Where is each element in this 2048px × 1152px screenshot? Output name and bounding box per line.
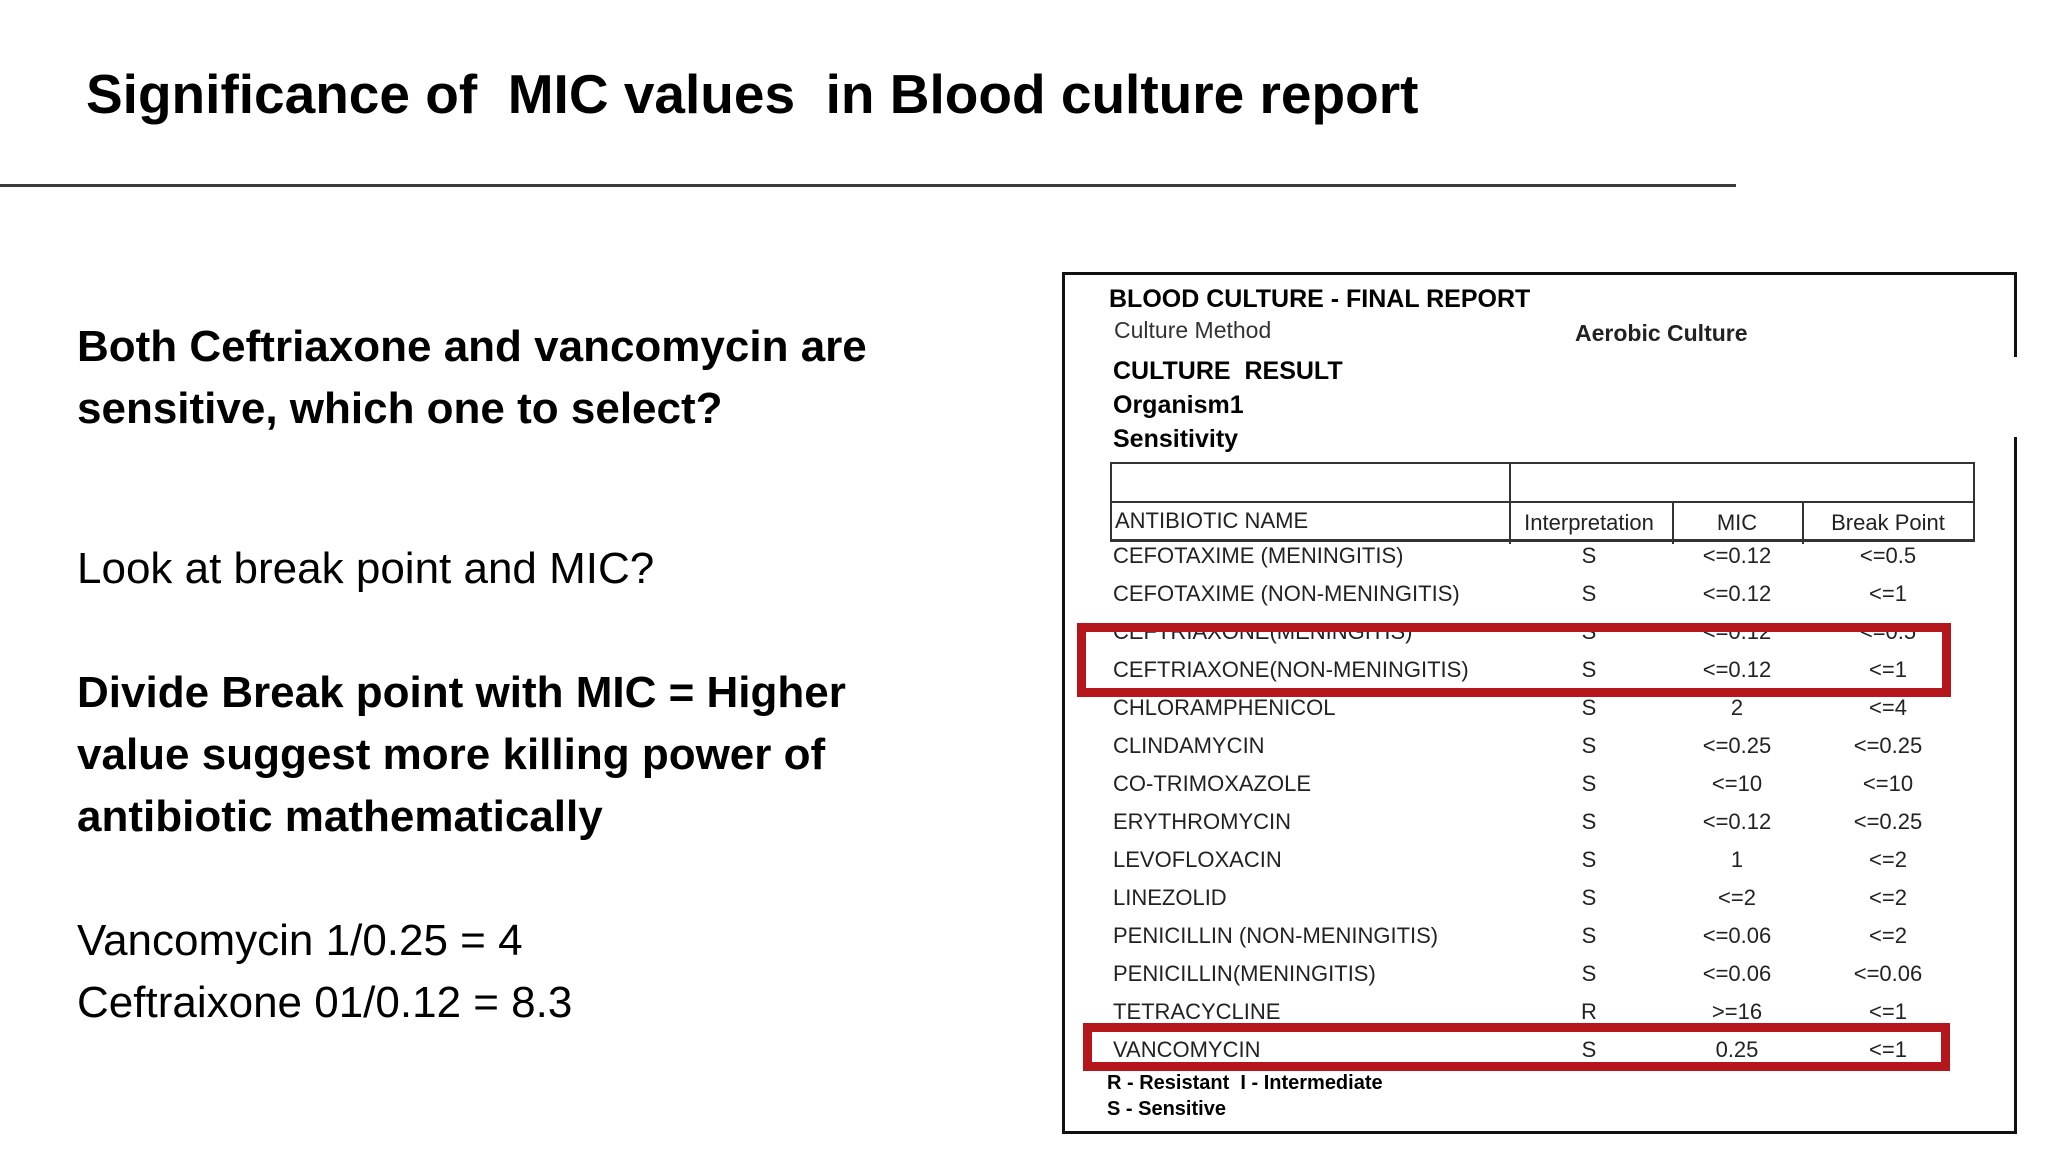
blood-culture-report: [1062, 272, 2017, 1134]
breakpoint-value: <=2: [1869, 923, 1907, 948]
mic-value: 0.25: [1715, 1037, 1759, 1062]
calc-vancomycin: Vancomycin 1/0.25 = 4: [77, 916, 523, 965]
culture-method-label: Culture Method: [1114, 317, 1272, 343]
interpretation-value: S: [1581, 771, 1597, 796]
antibiotic-name: LEVOFLOXACIN: [1113, 847, 1282, 872]
hint-text: Look at break point and MIC?: [77, 544, 655, 593]
antibiotic-name: CO-TRIMOXAZOLE: [1113, 771, 1312, 796]
mic-value: <=0.12: [1702, 657, 1772, 682]
antibiotic-name: CEFTRIAXONE(NON-MENINGITIS): [1113, 657, 1469, 682]
culture-method-value: Aerobic Culture: [1575, 320, 1748, 346]
antibiotic-name: LINEZOLID: [1113, 885, 1227, 910]
antibiotic-name: CHLORAMPHENICOL: [1113, 695, 1336, 720]
question-line-1: Both Ceftriaxone and vancomycin are: [77, 322, 867, 371]
organism-label: Organism1: [1113, 391, 1244, 419]
breakpoint-value: <=0.5: [1859, 543, 1917, 568]
breakpoint-value: <=1: [1869, 1037, 1907, 1062]
vancomycin-highlight-box: [1083, 1023, 1950, 1071]
rule-line-3: antibiotic mathematically: [77, 792, 603, 841]
interpretation-value: S: [1581, 543, 1597, 568]
interpretation-value: S: [1581, 695, 1597, 720]
mic-value: >=16: [1711, 999, 1763, 1024]
interpretation-value: R: [1581, 999, 1597, 1024]
antibiotic-name: TETRACYCLINE: [1113, 999, 1281, 1024]
mic-value: <=0.12: [1702, 543, 1772, 568]
rule-line-2: value suggest more killing power of: [77, 730, 826, 779]
antibiotic-name: CEFTRIAXONE(MENINGITIS): [1113, 619, 1413, 644]
column-header-antibiotic: ANTIBIOTIC NAME: [1115, 508, 1309, 533]
column-header-breakpoint: Break Point: [1831, 510, 1945, 535]
breakpoint-value: <=4: [1869, 695, 1907, 720]
mic-value: <=0.12: [1702, 809, 1772, 834]
mic-value: <=0.25: [1702, 733, 1772, 758]
interpretation-value: S: [1581, 961, 1597, 986]
antibiotic-name: CLINDAMYCIN: [1113, 733, 1265, 758]
breakpoint-value: <=0.25: [1853, 733, 1923, 758]
breakpoint-value: <=2: [1869, 847, 1907, 872]
slide-title: Significance of MIC values in Blood culture report: [86, 63, 1419, 125]
sensitivity-label: Sensitivity: [1113, 425, 1239, 453]
column-header-mic: MIC: [1716, 510, 1758, 535]
interpretation-value: S: [1581, 923, 1597, 948]
mic-value: <=0.06: [1702, 923, 1772, 948]
title-divider: [0, 184, 1736, 187]
mic-value: <=0.12: [1702, 581, 1772, 606]
legend-line-1: R - Resistant I - Intermediate: [1107, 1072, 1383, 1094]
column-header-interpretation: Interpretation: [1524, 510, 1654, 535]
culture-result-label: CULTURE RESULT: [1113, 357, 1343, 385]
interpretation-value: S: [1581, 733, 1597, 758]
interpretation-value: S: [1581, 885, 1597, 910]
interpretation-value: S: [1581, 619, 1597, 644]
question-line-2: sensitive, which one to select?: [77, 384, 723, 433]
breakpoint-value: <=1: [1869, 581, 1907, 606]
report-title: BLOOD CULTURE - FINAL REPORT: [1109, 285, 1531, 313]
breakpoint-value: <=10: [1862, 771, 1914, 796]
interpretation-value: S: [1581, 809, 1597, 834]
antibiotic-name: ERYTHROMYCIN: [1113, 809, 1292, 834]
mic-value: <=0.12: [1702, 619, 1772, 644]
breakpoint-value: <=2: [1869, 885, 1907, 910]
rule-line-1: Divide Break point with MIC = Higher: [77, 668, 846, 717]
interpretation-value: S: [1581, 581, 1597, 606]
calc-ceftriaxone: Ceftraixone 01/0.12 = 8.3: [77, 978, 573, 1027]
antibiotic-name: VANCOMYCIN: [1113, 1037, 1261, 1062]
antibiotic-name: PENICILLIN(MENINGITIS): [1113, 961, 1376, 986]
mic-value: 2: [1730, 695, 1744, 720]
antibiotic-name: PENICILLIN (NON-MENINGITIS): [1113, 923, 1439, 948]
mic-value: <=2: [1718, 885, 1756, 910]
antibiotic-name: CEFOTAXIME (MENINGITIS): [1113, 543, 1404, 568]
antibiotic-name: CEFOTAXIME (NON-MENINGITIS): [1113, 581, 1460, 606]
interpretation-value: S: [1581, 847, 1597, 872]
interpretation-value: S: [1581, 657, 1597, 682]
breakpoint-value: <=0.25: [1853, 809, 1923, 834]
legend-line-2: S - Sensitive: [1107, 1098, 1226, 1120]
breakpoint-value: <=0.06: [1853, 961, 1923, 986]
interpretation-value: S: [1581, 1037, 1597, 1062]
breakpoint-value: <=0.5: [1859, 619, 1917, 644]
ceftriaxone-highlight-box: [1077, 623, 1951, 697]
mic-value: 1: [1730, 847, 1744, 872]
mic-value: <=10: [1711, 771, 1763, 796]
mic-value: <=0.06: [1702, 961, 1772, 986]
breakpoint-value: <=1: [1869, 657, 1907, 682]
breakpoint-value: <=1: [1869, 999, 1907, 1024]
